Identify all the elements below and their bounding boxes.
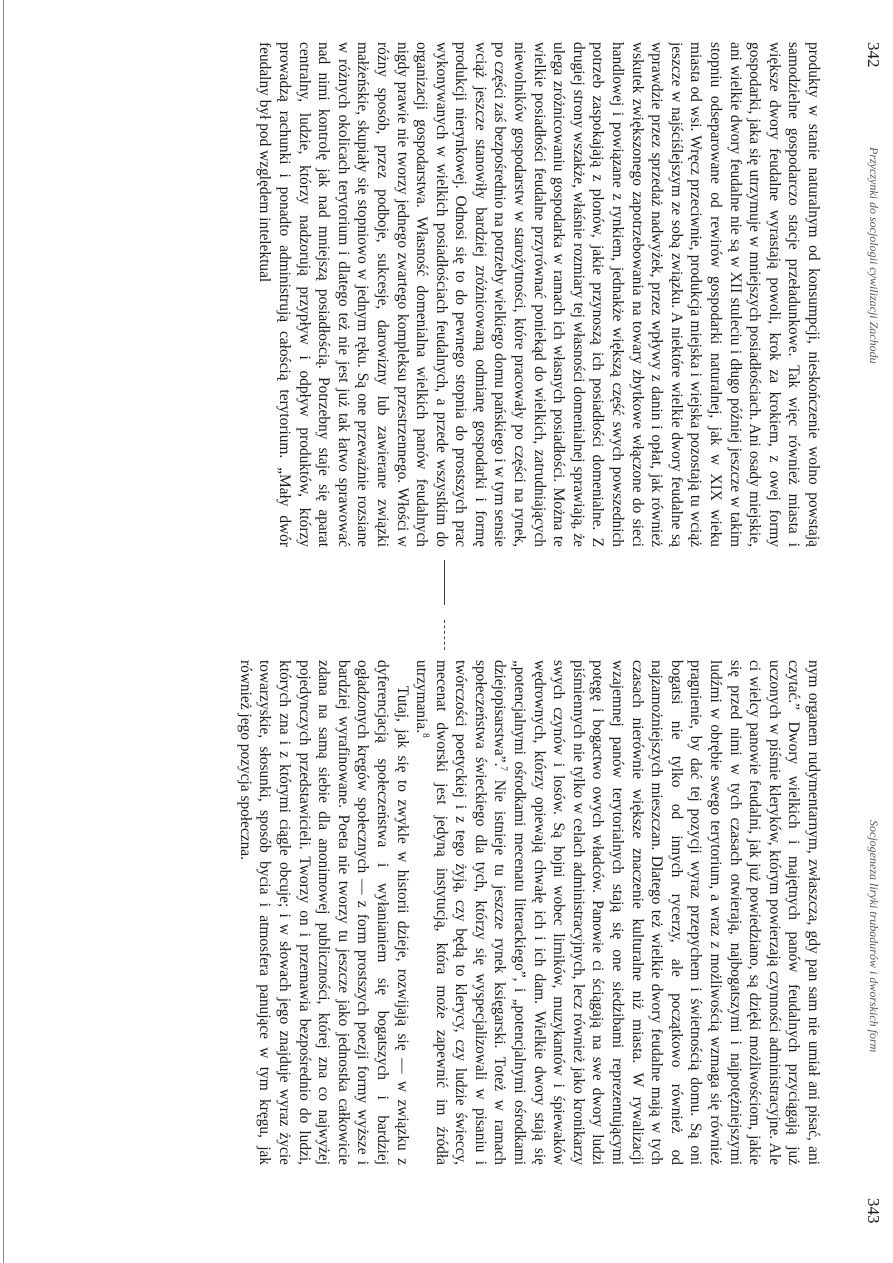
gutter-line (444, 620, 445, 650)
footnote-ref-8: 8 (421, 733, 432, 738)
right-paragraph-1 (412, 660, 823, 1165)
right-page-header (855, 690, 883, 1230)
right-paragraph-2: Tutaj, jak się to zwykle w historii dzieje, rozwijają się — w związku z dyferencjacją społeczeństwa i wyłanianiem się bogatszych i bardziej ogładzonych kręgów społecznych — z form prostszych poezji formy wyższe i bardziej wyrafinowane. Poeta nie tworzy tu jeszcze jako jednostka całkowicie zdana na samą siebie dla anonimowej publiczności, której zna co najwyżej pojedynczych przedstawicieli. Tworzy on i przemawia bezpośrednio do ludzi, których zna i z którymi ciągle obcuje; i w słowach jego znajduje wyraz życie towarzyskie, słosunki, sposób bycia i atmosfera panujące w tym kręgu, jak również jego pozycja społeczna. (236, 660, 411, 1165)
right-running-title: Socjogeneza liryki trubadurów i dworskich form (867, 820, 881, 1053)
left-running-title: Przyczynki do socjologii cywilizacji Zachodu (867, 147, 881, 364)
right-paragraph-1-text: nym organem rudymentarnym, zwłaszcza, gdy pan sam nie umiał ani pisać, ani czytać.” Dwory wielkich i majętnych panów feudalnych przyciągają już uczonych w piśmie kleryków, którym powierzają czynności administracyjne. Ale ci wielcy panowie feudalni, jak już powiedziano, są dzięki możliwościom, jakie się przed nimi w tych czasach otwierają, najbogatszymi i najpotężniejszymi ludźmi w obrębie swego terytorium, a wraz z możliwością wzmaga się również pragnienie, by dać tej pozycji wyraz przepychem i świetnością domu. Są oni bogatsi nie tylko od innych rycerzy, ale początkowo również od najzamożniejszych mieszczan. Dlatego też wielkie dwory feudalne mają w tych czasach nierównie większe znaczenie kulturalne niż miasta. W rywalizacji wzajemnej panów terytorialnych stają się one siedzibami reprezentującymi potęgę i bogactwo owych władców. Panowie ci ściągają na swe dwory ludzi piśmiennych nie tylko w celach administracyjnych, lecz również jako kronikarzy swych czynów i losów. Są hojni wobec lirników, muzykantów i śpiewaków wędrownych, którzy opiewają chwałę ich i ich dam. Wielkie dwory stają się „potencjalnymi ośrodkami mecenatu literackiego”, i „potencjalnymi ośrodkami dziejopisarstwa”. (491, 660, 822, 1165)
gutter-line (444, 560, 445, 605)
right-paragraph-1-tail: Nie istnieje tu jeszcze rynek księgarski. Toteż w ramach społeczeństwa świeckiego dla tych, którzy się wyspecjalizowali w pisaniu i twórczości poetyckiej i z tego żyją, czy będą to klerycy, czy ludzie świeccy, mecenat dworski jest jedyną instytucją, która może zapewnić im źródła utrzymania. (413, 660, 509, 1165)
page-edge-line (3, 0, 4, 1263)
footnote-ref-7: 7 (499, 766, 510, 771)
left-page-body (23, 42, 823, 547)
left-page-number: 342 (864, 42, 883, 68)
right-page-body (23, 660, 823, 1165)
left-paragraph: produkty w stanie naturalnym od konsumpcji, nieskończenie wolno powstają samodzielne gospodarczo stacje przeładunkowe. Tak więc również miasta i większe dwory feudalne wyrastają powoli, krok za krokiem, z owej formy gospodarki, jaka się utrzymuje w mniejszych posiadłościach. Ani osady miejskie, ani wielkie dwory feudalne nie są w XII stuleciu i długo później jeszcze w takim stopniu odseparowane od rewirów gospodarki naturalnej, jak w XIX wieku miasta od wsi. Wręcz przeciwnie, produkcja miejska i wiejska pozostają tu wciąż jeszcze w najściślejszym ze sobą związku. A niektóre wielkie dwory feudalne są wprawdzie przez sprzedaż nadwyżek, przez wpływy z danin i opłat, jak również wskutek zwiększonego zapotrzebowania na towary zbytkowe włączone do sieci handlowej i powiązane z rynkiem, jednakże większą część swych powszednich potrzeb zaspokajają z plonów, jakie przynoszą ich posiadłości domenialne. Z drugiej strony wszakże, właśnie rozmiary tej własności domenialnej sprawiają, że ulega zróżnicowaniu gospodarka w ramach ich własnych posiadłości. Można te wielkie posiadłości feudalne przyrównać poniekąd do wielkich, zatrudniających niewolników gospodarstw w starożytności, które pracowały po części na rynek, po części zaś bezpośrednio na potrzeby wielkiego domu pańskiego i w tym sensie wciąż jeszcze stanowiły bardziej zróżnicowaną odmianę gospodarki i formę produkcji nierynkowej. Odnosi się to do pewnego stopnia do prostszych prac wykonywanych w wielkich posiadłościach feudalnych, a przede wszystkim do organizacji gospodarstwa. Własność domenialna wielkich panów feudalnych nigdy prawie nie tworzy jednego zwartego kompleksu przestrzennego. Włości w różny sposób, przez podboje, sukcesje, darowizny lub zawierane związki małżeńskie, skupiały się stopniowo w jednym ręku. Są one przeważnie rozsiane w różnych okolicach terytorium i dlatego też nie jest już tak łatwo sprawować nad nimi kontrolę jak nad mniejszą posiadłością. Potrzebny staje się aparat centralny, ludzie, którzy nadzorują przypływ i odpływ produktów, którzy prowadzą rachunki i ponadto administrują całością terytorium. „Mały dwór feudalny był pod względem intelektual (256, 42, 822, 547)
right-page-number: 343 (864, 1198, 883, 1224)
left-page-header (855, 42, 883, 602)
